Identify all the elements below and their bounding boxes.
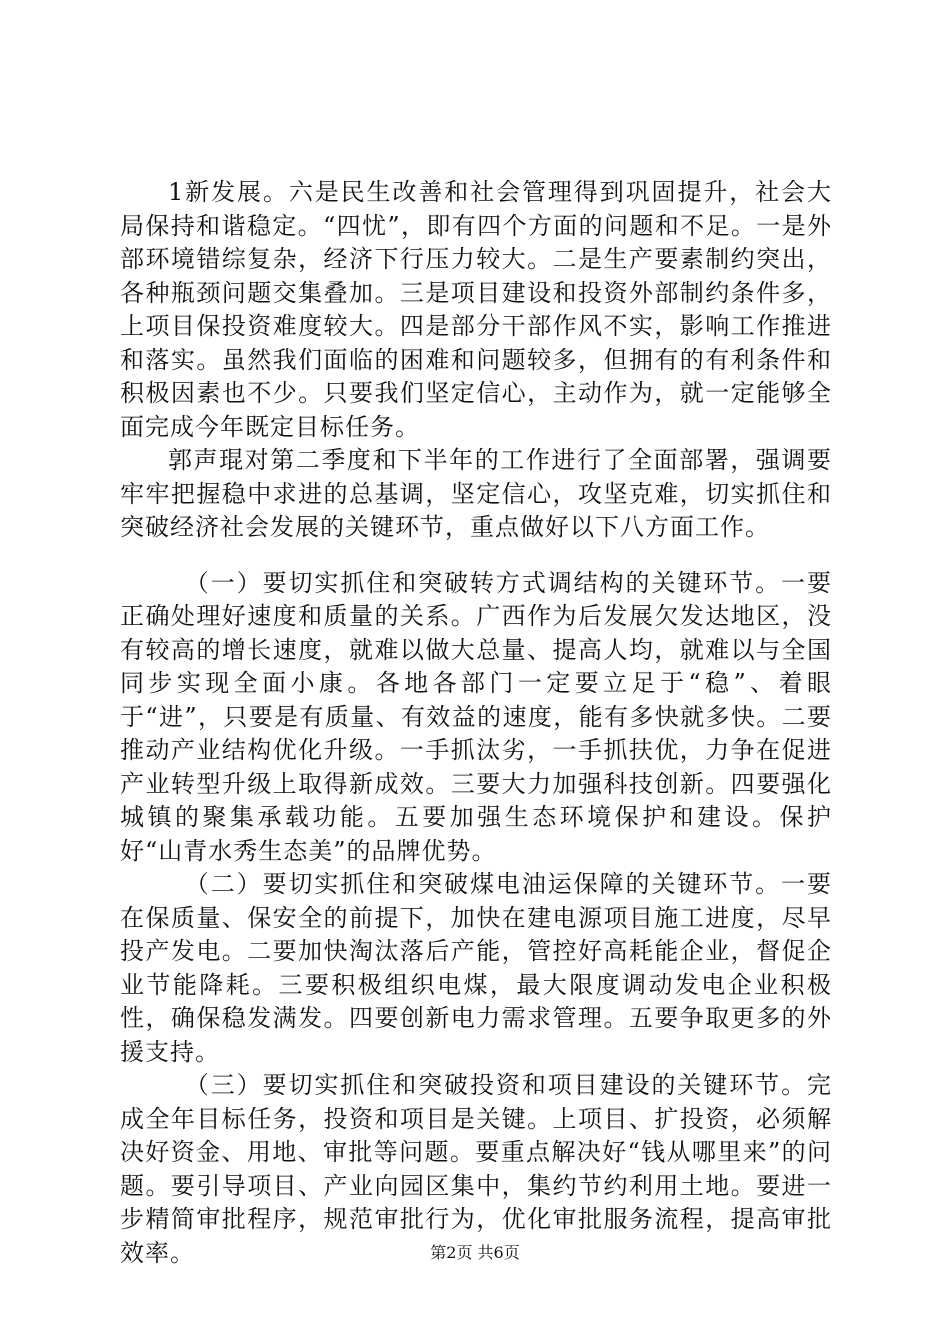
paragraph-3: （一）要切实抓住和突破转方式调结构的关键环节。一要正确处理好速度和质量的关系。广西作为后发展欠发达地区，没有较高的增长速度，就难以做大总量、提高人均，就难以与全国同步实现全面小康。各地各部门一定要立足于“稳”、着眼于“进”，只要是有质量、有效益的速度，能有多快就多快。二要推动产业结构优化升级。一手抓汰劣，一手抓扶优，力争在促进产业转型升级上取得新成效。三要大力加强科技创新。四要强化城镇的聚集承载功能。五要加强生态环境保护和建设。保护好“山青水秀生态美”的品牌优势。 [120, 568, 832, 865]
paragraph-5: （三）要切实抓住和突破投资和项目建设的关键环节。完成全年目标任务，投资和项目是关键。上项目、扩投资，必须解决好资金、用地、审批等问题。要重点解决好“钱从哪里来”的问题。要引导项目、产业向园区集中，集约节约利用土地。要进一步精简审批程序，规范审批行为，优化审批服务流程，提高审批效率。 [120, 1071, 832, 1267]
paragraph-1: 1新发展。六是民生改善和社会管理得到巩固提升，社会大局保持和谐稳定。“四忧”，即有四个方面的问题和不足。一是外部环境错综复杂，经济下行压力较大。二是生产要素制约突出，各种瓶颈问题交集叠加。三是项目建设和投资外部制约条件多，上项目保投资难度较大。四是部分干部作风不实，影响工作推进和落实。虽然我们面临的困难和问题较多，但拥有的有利条件和积极因素也不少。只要我们坚定信心，主动作为，就一定能够全面完成今年既定目标任务。 [120, 178, 832, 441]
page-number-footer: 第2页 共6页 [430, 1243, 520, 1262]
document-body [120, 176, 832, 1270]
paragraph-4: （二）要切实抓住和突破煤电油运保障的关键环节。一要在保质量、保安全的前提下，加快在建电源项目施工进度，尽早投产发电。二要加快淘汰落后产能，管控好高耗能企业，督促企业节能降耗。三要积极组织电煤，最大限度调动发电企业积极性，确保稳发满发。四要创新电力需求管理。五要争取更多的外援支持。 [120, 870, 832, 1066]
paragraph-gap [120, 545, 832, 567]
paragraph-2: 郭声琨对第二季度和下半年的工作进行了全面部署，强调要牢牢把握稳中求进的总基调，坚定信心，攻坚克难，切实抓住和突破经济社会发展的关键环节，重点做好以下八方面工作。 [120, 446, 832, 541]
